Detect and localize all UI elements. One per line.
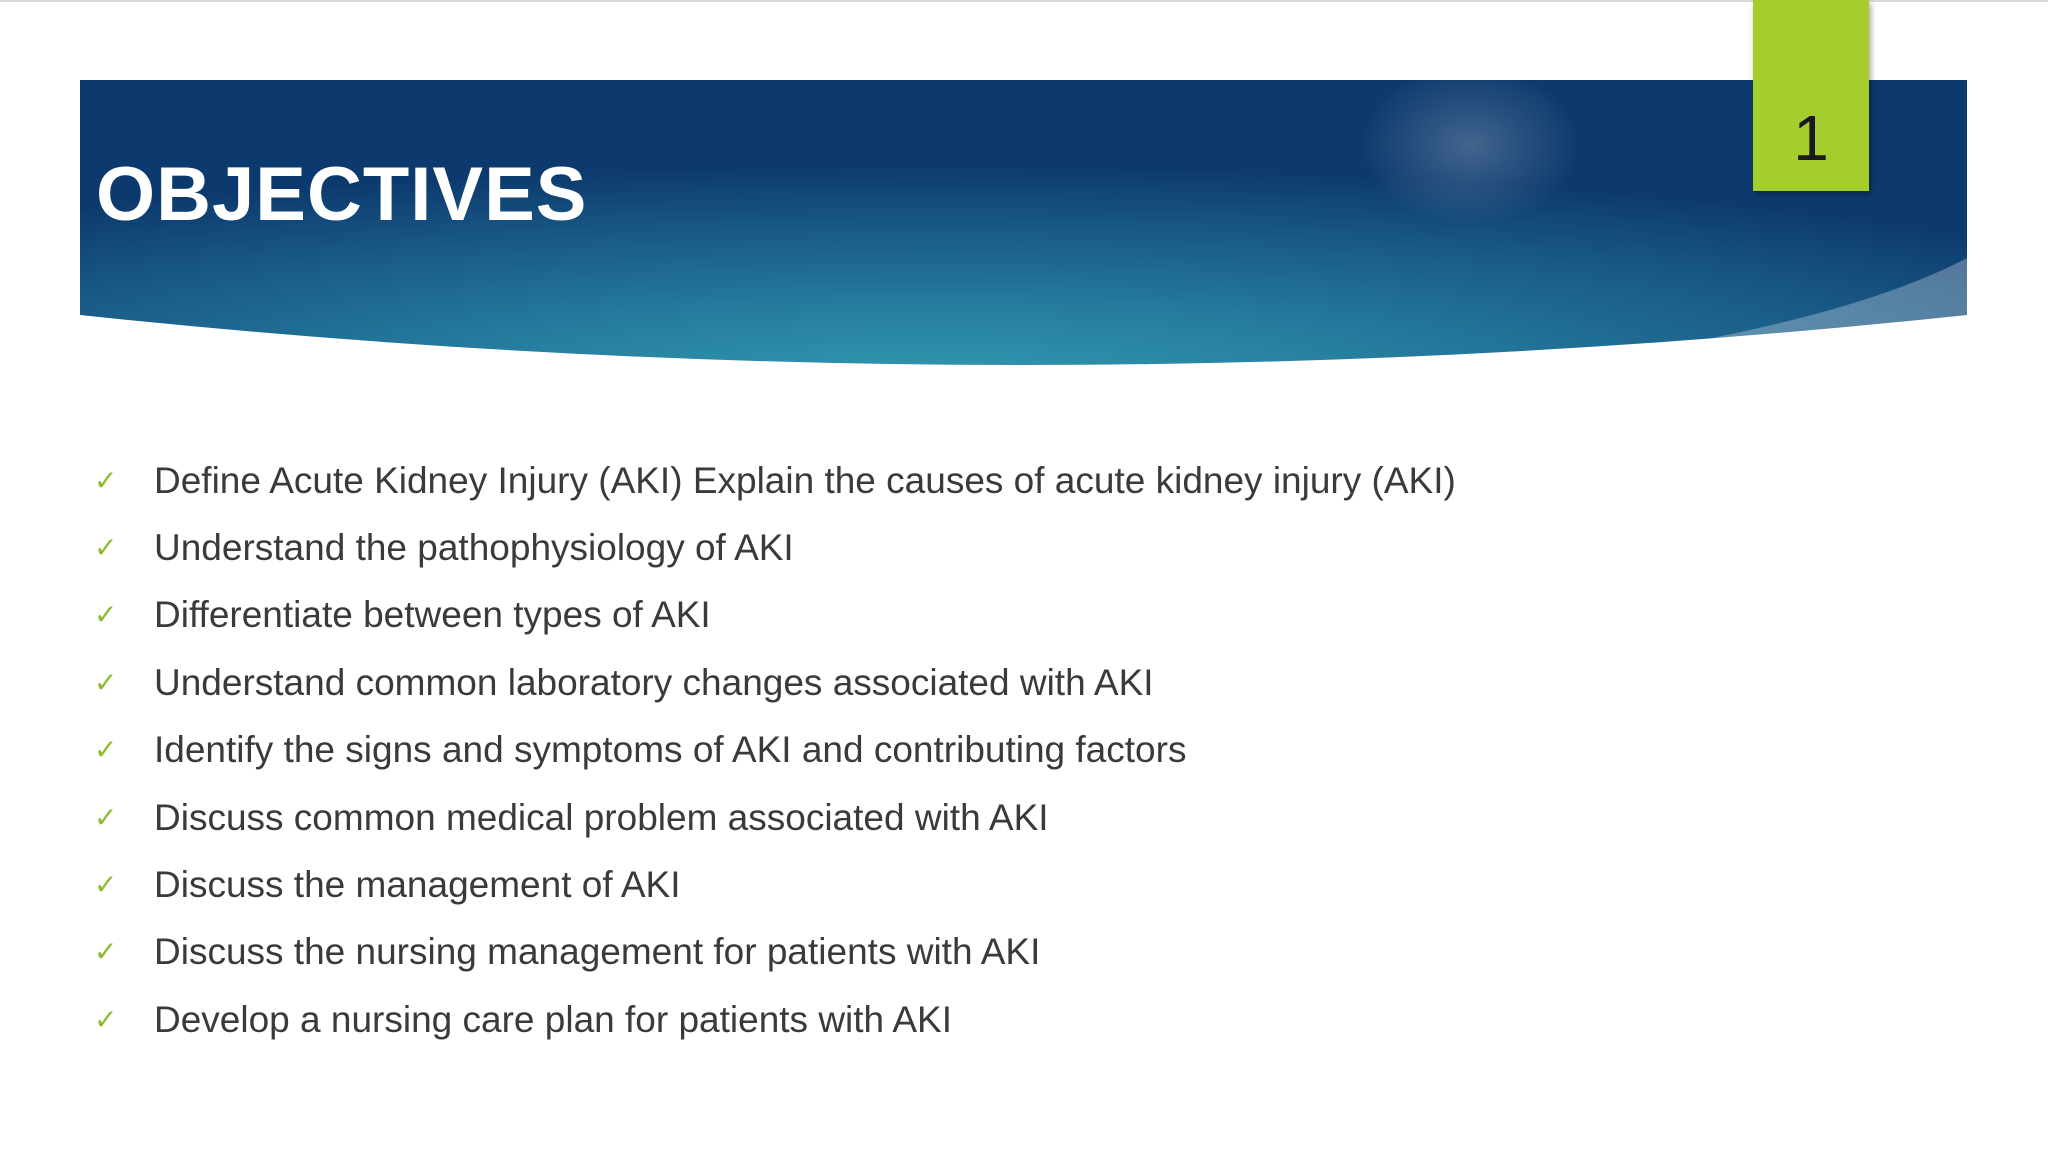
slide-title: OBJECTIVES <box>96 152 588 237</box>
objective-text: Discuss common medical problem associated with AKI <box>154 796 1049 838</box>
check-icon: ✓ <box>94 463 118 497</box>
check-icon: ✓ <box>94 1002 118 1036</box>
objective-text: Understand common laboratory changes associated with AKI <box>154 661 1154 703</box>
page-number-tab <box>1753 0 1869 191</box>
page-number: 1 <box>1793 102 1829 174</box>
list-item <box>94 649 1456 716</box>
objective-text: Differentiate between types of AKI <box>154 594 711 636</box>
list-item <box>94 851 1456 918</box>
list-item <box>94 582 1456 649</box>
list-item <box>94 717 1456 784</box>
objective-text: Identify the signs and symptoms of AKI and contributing factors <box>154 729 1187 771</box>
objective-text: Discuss the nursing management for patients with AKI <box>154 931 1041 973</box>
check-icon: ✓ <box>94 868 118 902</box>
check-icon: ✓ <box>94 598 118 632</box>
check-icon: ✓ <box>94 935 118 969</box>
check-icon: ✓ <box>94 665 118 699</box>
objective-text: Develop a nursing care plan for patients with AKI <box>154 998 953 1040</box>
list-item <box>94 514 1456 581</box>
list-item <box>94 919 1456 986</box>
check-icon: ✓ <box>94 733 118 767</box>
list-item <box>94 784 1456 851</box>
check-icon: ✓ <box>94 800 118 834</box>
list-item <box>94 986 1456 1053</box>
check-icon: ✓ <box>94 531 118 565</box>
objective-text: Define Acute Kidney Injury (AKI) Explain the causes of acute kidney injury (AKI) <box>154 459 1456 501</box>
list-item <box>94 447 1456 514</box>
objective-text: Understand the pathophysiology of AKI <box>154 527 794 569</box>
top-divider <box>0 0 2048 2</box>
objective-text: Discuss the management of AKI <box>154 864 681 906</box>
objectives-list <box>94 447 1456 1054</box>
